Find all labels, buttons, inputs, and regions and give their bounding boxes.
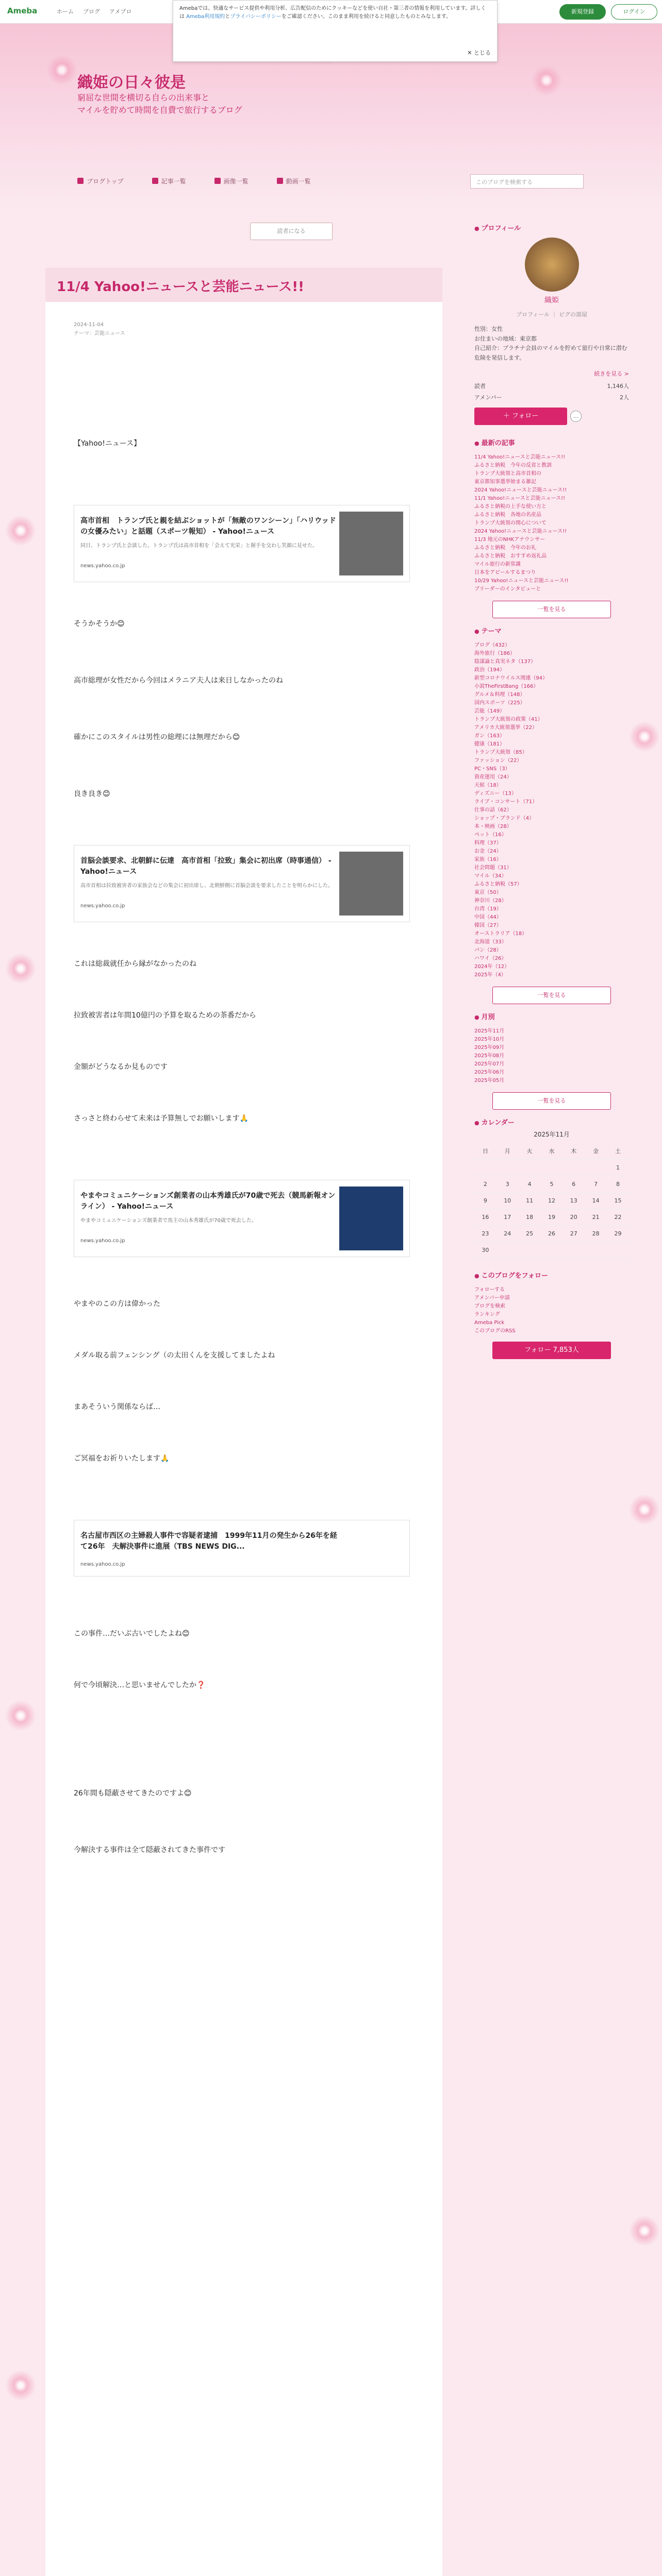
theme-link[interactable]: ブログ（432） xyxy=(474,642,510,649)
calendar-day[interactable]: 9 xyxy=(474,1192,496,1209)
calendar-day xyxy=(541,1159,563,1176)
theme-link[interactable]: ガン（163） xyxy=(474,733,505,739)
profile-links[interactable]: プロフィール ｜ ピグの部屋 xyxy=(516,311,587,318)
nav-entry-list[interactable] xyxy=(152,177,186,185)
news-card-desc: 同日、トランプ氏と会談した。トランプ氏は高市首相を「会えて光栄」と握手を交わし笑顔に見せた。 xyxy=(80,543,318,549)
image-icon xyxy=(214,178,221,184)
blossom-decoration xyxy=(5,515,36,546)
nav-home[interactable]: ホーム xyxy=(57,8,74,15)
amember-row xyxy=(474,393,629,401)
calendar-day[interactable]: 20 xyxy=(562,1209,585,1225)
post-paragraph: この事件…だいぶ古いでしたよね😊 xyxy=(74,1630,190,1638)
theme-link[interactable]: 神奈川（28） xyxy=(474,898,507,904)
latest-entry-link[interactable]: マイル旅行の新常識 xyxy=(474,562,521,568)
calendar-day xyxy=(585,1159,607,1176)
privacy-link[interactable]: プライバシーポリシー xyxy=(230,13,282,20)
follow-count-button[interactable]: フォロー 7,853人 xyxy=(492,1342,611,1359)
post-paragraph: まあそういう関係ならば… xyxy=(74,1403,160,1411)
news-card[interactable] xyxy=(74,1180,410,1257)
post-theme[interactable]: テーマ：芸能ニュース xyxy=(74,331,125,336)
list-icon xyxy=(152,178,158,184)
weekday-label: 日 xyxy=(474,1143,496,1159)
nav-video-list[interactable] xyxy=(277,177,311,185)
blog-search-input[interactable]: このブログを検索する xyxy=(470,174,584,189)
blossom-decoration xyxy=(5,1700,36,1731)
latest-entry-link[interactable]: 東京都知事選挙始まる雑記 xyxy=(474,479,536,485)
weekday-label: 火 xyxy=(519,1143,541,1159)
theme-link[interactable]: 海外旅行（186） xyxy=(474,651,516,657)
latest-entry-link[interactable]: 11/3 地元のNHKアナウンサー xyxy=(474,537,545,543)
blossom-decoration xyxy=(629,1494,660,1525)
post-paragraph: メダル取る前フェンシング（の太田くんを支援してましたよね xyxy=(74,1351,275,1360)
amember-label: アメンバー xyxy=(474,394,502,401)
yahoo-heading: 【Yahoo!ニュース】 xyxy=(74,439,141,448)
theme-link[interactable]: ライブ・コンサート（71） xyxy=(474,799,538,805)
nav-label: 動画一覧 xyxy=(286,178,311,185)
post-paragraph: 高市総理が女性だから今回はメラニア夫人は来日しなかったのね xyxy=(74,676,283,685)
blog-title[interactable]: 織姫の日々彼是 xyxy=(77,74,186,92)
amember-count: 2人 xyxy=(620,394,629,401)
register-button[interactable]: 新規登録 xyxy=(559,4,606,20)
theme-link[interactable]: ハワイ（26） xyxy=(474,956,507,962)
latest-entry-link[interactable]: ブリーダーのインタビューと xyxy=(474,586,541,592)
theme-link[interactable]: 芸能（149） xyxy=(474,708,505,715)
archive-list xyxy=(474,1027,629,1085)
theme-link[interactable]: マイル（34） xyxy=(474,873,507,879)
cookie-text: Amebaでは、快適なサービス提供や利用分析、広告配信のためにクッキーなどを使い自社・第三者の情報を利用しています。詳しくは xyxy=(179,6,486,20)
readers-row xyxy=(474,382,629,390)
news-card-title: 名古屋市西区の主婦殺人事件で容疑者逮捕 1999年11月の発生から26年を経て26年 夫解決事件に進展（TBS NEWS DIG... xyxy=(80,1532,337,1551)
calendar-day[interactable]: 21 xyxy=(585,1209,607,1225)
theme-link[interactable]: 国内スポーツ（225） xyxy=(474,700,525,706)
theme-link[interactable]: ディズニー（13） xyxy=(474,791,517,797)
archive-link[interactable]: 2025年05月 xyxy=(474,1078,505,1084)
calendar-day xyxy=(585,1242,607,1258)
calendar-heading: ● カレンダー xyxy=(474,1117,629,1127)
latest-list xyxy=(474,453,629,594)
news-card[interactable] xyxy=(74,845,410,922)
calendar-day[interactable]: 28 xyxy=(585,1225,607,1242)
calendar-day xyxy=(562,1242,585,1258)
archive-see-all-button[interactable]: 一覧を見る xyxy=(492,1092,611,1110)
cookie-and: と xyxy=(225,13,230,20)
calendar-day xyxy=(519,1159,541,1176)
calendar-day[interactable]: 10 xyxy=(496,1192,519,1209)
follow-link[interactable]: アメンバー申請 xyxy=(474,1295,510,1301)
theme-link[interactable]: 本・映画（28） xyxy=(474,824,512,830)
blossom-decoration xyxy=(5,953,36,984)
news-thumbnail xyxy=(339,512,403,575)
calendar-day[interactable]: 24 xyxy=(496,1225,519,1242)
post-paragraph: 確かにこのスタイルは男性の総理には無理だから😊 xyxy=(74,733,240,741)
latest-entry-link[interactable]: 2024 Yahoo!ニュースと芸能ニュース!! xyxy=(474,529,567,535)
blossom-decoration xyxy=(629,721,660,752)
latest-entry-link[interactable]: 2024 Yahoo!ニュースと芸能ニュース!! xyxy=(474,487,567,494)
archive-link[interactable]: 2025年11月 xyxy=(474,1028,505,1035)
theme-link[interactable]: 料理（37） xyxy=(474,840,502,846)
cookie-end: をご確認ください。このまま利用を続けると同意したものとみなします。 xyxy=(281,13,452,20)
theme-link[interactable]: お金（24） xyxy=(474,849,502,855)
theme-heading: ● テーマ xyxy=(474,625,629,635)
post-paragraph: これは総裁就任から縁がなかったのね xyxy=(74,960,196,968)
calendar-day[interactable]: 12 xyxy=(541,1192,563,1209)
calendar-day[interactable]: 3 xyxy=(496,1176,519,1192)
latest-heading: ● 最新の記事 xyxy=(474,437,629,447)
theme-list xyxy=(474,641,629,979)
become-reader-button[interactable]: 読者になる xyxy=(250,223,333,240)
theme-link[interactable]: 社会問題（31） xyxy=(474,865,512,871)
theme-link[interactable]: 新型コロナウイルス関連（94） xyxy=(474,675,548,682)
cookie-close-button[interactable]: ✕ とじる xyxy=(467,49,491,56)
news-card[interactable] xyxy=(74,505,410,582)
calendar-day[interactable]: 14 xyxy=(585,1192,607,1209)
theme-link[interactable]: 健康（181） xyxy=(474,741,505,748)
archive-link[interactable]: 2025年10月 xyxy=(474,1037,505,1043)
calendar-day[interactable]: 8 xyxy=(607,1176,629,1192)
archive-heading: ● 月別 xyxy=(474,1011,629,1021)
theme-link[interactable]: 陰謀論と真実ネタ（137） xyxy=(474,659,536,665)
latest-entry-link[interactable]: ふるさと納税 今年のお礼 xyxy=(474,545,536,551)
post-paragraph: 金額がどうなるか見ものです xyxy=(74,1063,168,1071)
archive-link[interactable]: 2025年07月 xyxy=(474,1061,505,1067)
theme-link[interactable]: 北海道（33） xyxy=(474,939,507,945)
calendar-day[interactable]: 4 xyxy=(519,1176,541,1192)
news-card-source: news.yahoo.co.jp xyxy=(80,903,125,909)
blog-desc-line: 窮屈な世間を横切る自らの出来事と xyxy=(77,93,210,103)
news-card-desc: 高市首相は拉致被害者の家族会などの集会に初出席し、北朝鮮側に首脳会談を要求したことを明らかにした。 xyxy=(80,883,333,889)
calendar-day[interactable]: 18 xyxy=(519,1209,541,1225)
news-card-desc: やまやコミュニケーションズ創業者で馬主の山本秀雄氏が70歳で死去した。 xyxy=(80,1218,257,1224)
latest-entry-link[interactable]: ふるさと納税 今年の反省と教訓 xyxy=(474,463,552,469)
home-icon xyxy=(77,178,84,184)
ameba-logo[interactable]: Ameba xyxy=(7,6,38,15)
calendar-day xyxy=(562,1159,585,1176)
weekday-label: 月 xyxy=(496,1143,519,1159)
calendar-day[interactable]: 15 xyxy=(607,1192,629,1209)
theme-link[interactable]: 政治（194） xyxy=(474,667,505,673)
calendar-day[interactable]: 5 xyxy=(541,1176,563,1192)
calendar-day xyxy=(607,1242,629,1258)
calendar-day[interactable]: 26 xyxy=(541,1225,563,1242)
theme-link[interactable]: 仕事の話（62） xyxy=(474,807,512,814)
theme-link[interactable]: パン（28） xyxy=(474,947,502,954)
follow-link[interactable]: フォローする xyxy=(474,1286,505,1293)
latest-see-all-button[interactable]: 一覧を見る xyxy=(492,601,611,618)
theme-link[interactable]: オーストラリア（18） xyxy=(474,931,527,937)
latest-entry-link[interactable]: 11/1 Yahoo!ニュースと芸能ニュース!! xyxy=(474,496,566,502)
calendar-day[interactable]: 17 xyxy=(496,1209,519,1225)
login-button[interactable]: ログイン xyxy=(611,4,657,20)
post-paragraph: 良き良き😊 xyxy=(74,790,110,798)
post-paragraph: そうかそうか😊 xyxy=(74,620,125,628)
calendar-day[interactable]: 29 xyxy=(607,1225,629,1242)
latest-entry-link[interactable]: ふるさと納税 各地の名産品 xyxy=(474,512,541,518)
theme-link[interactable]: 台湾（19） xyxy=(474,906,502,912)
theme-link[interactable]: ペット（16） xyxy=(474,832,507,838)
theme-link[interactable]: トランプ大統領（85） xyxy=(474,750,527,756)
latest-entry-link[interactable]: トランプ大統領の関心について xyxy=(474,520,547,527)
theme-link[interactable]: グルメ＆料理（148） xyxy=(474,692,525,698)
theme-link[interactable]: 東京（50） xyxy=(474,890,502,896)
theme-link[interactable]: 家族（16） xyxy=(474,857,502,863)
follow-link[interactable]: ランキング xyxy=(474,1311,500,1317)
calendar-day[interactable]: 7 xyxy=(585,1176,607,1192)
follow-link[interactable]: Ameba Pick xyxy=(474,1319,505,1326)
nav-ameblo[interactable]: アメブロ xyxy=(109,8,132,15)
follow-link[interactable]: ブログを検索 xyxy=(474,1303,505,1309)
theme-link[interactable]: トランプ大統領の政策（41） xyxy=(474,717,543,723)
theme-link[interactable]: 資産運用（24） xyxy=(474,774,512,781)
weekday-label: 土 xyxy=(607,1143,629,1159)
terms-link[interactable]: Ameba利用規約 xyxy=(186,13,225,20)
calendar-day[interactable]: 23 xyxy=(474,1225,496,1242)
post-meta xyxy=(74,320,125,338)
calendar-day[interactable]: 25 xyxy=(519,1225,541,1242)
archive-link[interactable]: 2025年06月 xyxy=(474,1070,505,1076)
nav-blog-top[interactable] xyxy=(77,177,124,185)
theme-link[interactable]: 韓国（27） xyxy=(474,923,502,929)
calendar-day[interactable]: 11 xyxy=(519,1192,541,1209)
theme-see-all-button[interactable]: 一覧を見る xyxy=(492,987,611,1004)
news-thumbnail xyxy=(339,852,403,916)
calendar-day[interactable]: 16 xyxy=(474,1209,496,1225)
calendar-day[interactable]: 30 xyxy=(474,1242,496,1258)
nav-blog[interactable]: ブログ xyxy=(83,8,100,15)
post-paragraph: 26年間も隠蔽させてきたのですよ😊 xyxy=(74,1789,192,1798)
readers-count: 1,146人 xyxy=(607,383,629,390)
blog-description xyxy=(77,92,242,116)
calendar-day xyxy=(519,1242,541,1258)
calendar-month: 2025年11月 xyxy=(534,1131,570,1139)
blossom-decoration xyxy=(629,2215,660,2246)
theme-link[interactable]: 天候（18） xyxy=(474,783,502,789)
blossom-decoration xyxy=(46,55,77,86)
calendar-day[interactable]: 1 xyxy=(607,1159,629,1176)
profile-text: 性別：女性 お住まいの地域：東京都 自己紹介：プラチナ会員のマイルを貯めて旅行や日常に潜む危険を発信します。 xyxy=(474,326,627,362)
calendar-day[interactable]: 19 xyxy=(541,1209,563,1225)
post-paragraph: やまやのこの方は偉かった xyxy=(74,1300,160,1308)
news-card-source: news.yahoo.co.jp xyxy=(80,563,125,569)
news-card-title: やまやコミュニケーションズ創業者の山本秀雄氏が70歳で死去（競馬新報オンライン） - Yahoo!ニュース xyxy=(80,1192,336,1211)
calendar-day[interactable]: 2 xyxy=(474,1176,496,1192)
follow-button[interactable]: ＋ フォロー xyxy=(474,408,567,425)
theme-link[interactable]: ファッション（22） xyxy=(474,758,522,764)
article-column xyxy=(45,268,442,2576)
theme-link[interactable]: ふるさと納税（57） xyxy=(474,882,522,888)
latest-entry-link[interactable]: 日本をアピールするまつり xyxy=(474,570,536,576)
follow-heading: ● このブログをフォロー xyxy=(474,1270,629,1280)
profile-more-link[interactable]: 続きを見る > xyxy=(594,370,629,377)
latest-entry-link[interactable]: トランプ大統領と高市首相の xyxy=(474,471,541,477)
avatar[interactable] xyxy=(525,238,579,292)
blog-desc-line: マイルを貯めて時間を自費で旅行するブログ xyxy=(77,105,242,115)
blossom-decoration xyxy=(531,65,562,96)
calendar-day xyxy=(474,1159,496,1176)
calendar-day xyxy=(541,1242,563,1258)
theme-link[interactable]: 中国（44） xyxy=(474,914,502,921)
profile-heading: ● プロフィール xyxy=(474,223,629,232)
news-card-title: 首脳会談要求、北朝鮮に伝達 高市首相「拉致」集会に初出席（時事通信） - Yahoo!ニュース xyxy=(80,857,332,876)
nav-image-list[interactable] xyxy=(214,177,249,185)
post-date: 2024-11-04 xyxy=(74,322,104,328)
profile-nickname[interactable]: 織姫 xyxy=(544,296,559,304)
weekday-label: 金 xyxy=(585,1143,607,1159)
follow-link[interactable]: このブログのRSS xyxy=(474,1328,516,1334)
news-card[interactable] xyxy=(74,1520,410,1577)
theme-link[interactable]: PC・SNS（3） xyxy=(474,766,510,772)
post-paragraph: 何で今頃解決…と思いませんでしたか❓ xyxy=(74,1681,206,1689)
weekday-label: 水 xyxy=(541,1143,563,1159)
calendar-day[interactable]: 13 xyxy=(562,1192,585,1209)
blossom-decoration xyxy=(5,2370,36,2401)
more-options-icon[interactable]: … xyxy=(570,411,582,422)
sidebar xyxy=(474,216,629,1359)
calendar-day[interactable]: 6 xyxy=(562,1176,585,1192)
weekday-label: 木 xyxy=(562,1143,585,1159)
calendar-day xyxy=(496,1242,519,1258)
blog-nav xyxy=(77,177,311,185)
latest-entry-link[interactable]: 11/4 Yahoo!ニュースと芸能ニュース!! xyxy=(474,454,566,461)
calendar-day[interactable]: 22 xyxy=(607,1209,629,1225)
nav-label: 画像一覧 xyxy=(223,178,249,185)
calendar-day[interactable]: 27 xyxy=(562,1225,585,1242)
latest-entry-link[interactable]: 10/29 Yahoo!ニュースと芸能ニュース!! xyxy=(474,578,569,584)
latest-entry-link[interactable]: ふるさと納税 おすすめ返礼品 xyxy=(474,553,547,560)
post-paragraph: ご冥福をお祈りいたします🙏 xyxy=(74,1454,170,1463)
news-card-source: news.yahoo.co.jp xyxy=(80,1238,125,1244)
theme-link[interactable]: アメリカ大統領選挙（22） xyxy=(474,725,538,731)
theme-link[interactable]: ショップ・ブランド（4） xyxy=(474,816,535,822)
cookie-banner xyxy=(173,0,498,62)
follow-list xyxy=(474,1286,629,1335)
video-icon xyxy=(277,178,283,184)
calendar-table xyxy=(474,1143,629,1259)
top-nav xyxy=(57,7,131,15)
theme-link[interactable]: 2025年（4） xyxy=(474,972,506,978)
theme-link[interactable]: 小説TheFirstBang（166） xyxy=(474,684,539,690)
theme-link[interactable]: 2024年（12） xyxy=(474,964,510,970)
post-paragraph: 今解決する事件は全て隠蔽されてきた事件です xyxy=(74,1846,225,1854)
nav-label: 記事一覧 xyxy=(161,178,186,185)
archive-link[interactable]: 2025年08月 xyxy=(474,1053,505,1059)
news-card-title: 高市首相 トランプ氏と親を結ぶショットが「無敵のワンシーン」「ハリウッドの女優みたい」と話題（スポーツ報知） - Yahoo!ニュース xyxy=(80,517,336,536)
news-card-source: news.yahoo.co.jp xyxy=(80,1562,125,1567)
latest-entry-link[interactable]: ふるさと納税の上手な使い方と xyxy=(474,504,547,510)
readers-label: 読者 xyxy=(474,383,486,390)
post-paragraph: さっさと終わらせて未来は予算無しでお願いします🙏 xyxy=(74,1114,249,1123)
news-thumbnail xyxy=(339,1187,403,1250)
post-title[interactable]: 11/4 Yahoo!ニュースと芸能ニュース!! xyxy=(45,268,442,302)
nav-label: ブログトップ xyxy=(87,178,124,185)
archive-link[interactable]: 2025年09月 xyxy=(474,1045,505,1051)
calendar-day xyxy=(496,1159,519,1176)
post-paragraph: 拉致被害者は年間10億円の予算を取るための茶番だから xyxy=(74,1011,256,1020)
